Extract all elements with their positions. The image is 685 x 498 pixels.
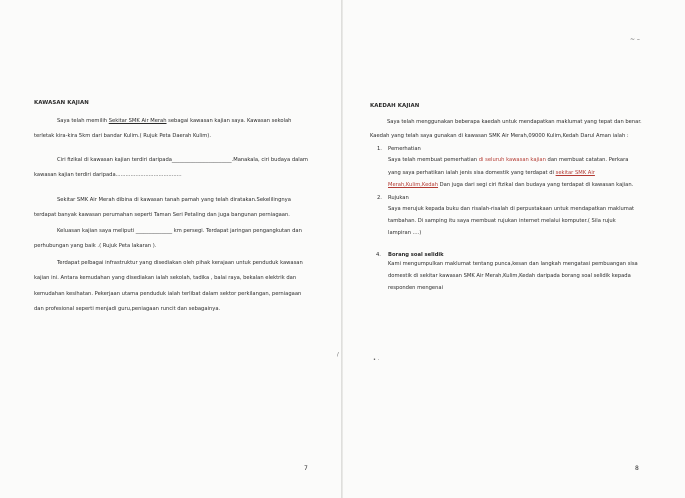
scan-mark: / (337, 352, 339, 358)
paragraph-line: kajian ini. Antara kemudahan yang disediakan ialah sekolah, tadika , balai raya, bekalan elektrik dan (34, 275, 297, 281)
heading-kaedah-kajian: KAEDAH KAJIAN (370, 103, 420, 109)
text-span: dan membuat catatan. Perkara (545, 157, 629, 163)
text-span: sebagai kawasan kajian saya. Kawasan sekolah (166, 118, 292, 124)
paragraph-line: Kami mengumpulkan maklumat tentang punca,kesan dan langkah mengatasi pembuangan sisa (388, 261, 638, 267)
page-number: 8 (635, 465, 639, 472)
paragraph-line: Saya merujuk kepada buku dan risalah-risalah di perpustakaan untuk mendapatkan maklumat (388, 206, 635, 212)
paragraph-line: dan profesional seperti menjadi guru,peniagaan runcit dan sebagainya. (34, 306, 221, 312)
paragraph-line (388, 157, 628, 163)
list-item-title: Pemerhatian (388, 146, 421, 152)
page-right (337, 0, 685, 498)
paragraph-line: terdapat banyak kawasan perumahan seperti Taman Seri Petaling dan juga bangunan perniagaan. (34, 212, 290, 218)
scan-mark: • · (373, 357, 380, 363)
scan-mark: ~ – (630, 36, 640, 43)
paragraph-line: Kaedah yang telah saya gunakan di kawasan SMK Air Merah,09000 Kulim,Kedah Darul Aman ialah : (370, 133, 629, 139)
paragraph-line: responden mengenai (388, 285, 444, 291)
highlighted-text: di seluruh kawasan kajian (478, 157, 546, 163)
heading-kawasan-kajian: KAWASAN KAJIAN (34, 100, 89, 106)
highlighted-location: sekitar SMK Air (555, 170, 595, 176)
paragraph-line: lampiran ....) (388, 230, 422, 236)
paragraph-line: Terdapat pelbagai infrastruktur yang disediakan oleh pihak kerajaan untuk penduduk kawasan (57, 260, 303, 266)
paragraph-line (388, 182, 633, 188)
paragraph-line: kawasan kajian terdiri daripada........................................ (34, 172, 182, 178)
text-span: Saya telah membuat pemerhatian (388, 157, 479, 163)
paragraph-line: tambahan. Di samping itu saya membuat rujukan internet melalui komputer.( Sila rujuk (388, 218, 616, 224)
list-number: 4. (376, 252, 381, 258)
paragraph-line (57, 118, 291, 124)
paragraph-line: Saya telah menggunakan beberapa kaedah untuk mendapatkan maklumat yang tepat dan benar. (387, 119, 642, 125)
page-number: 7 (304, 465, 308, 472)
paragraph-line: kemudahan kesihatan. Pekerjaan utama penduduk ialah terlibat dalam sektor perkilangan, perniagaan (34, 291, 302, 297)
paragraph-line: perhubungan yang baik .( Rujuk Peta lakaran ). (34, 243, 157, 249)
text-span: Dan juga dari segi ciri fizikal dan budaya yang terdapat di kawasan kajian. (438, 182, 634, 188)
list-number: 2. (377, 195, 382, 201)
paragraph-line: domestik di sekitar kawasan SMK Air Merah,Kulim,Kedah daripada borang soal selidik kepada (388, 273, 631, 279)
paragraph-line: Keluasan kajian saya meliputi ______________ km persegi. Terdapat jaringan pengangkutan dan (57, 228, 302, 234)
paragraph-line: Ciri fizikal di kawasan kajian terdiri daripada_______________________.Manakala, ciri budaya dalam (57, 157, 308, 163)
text-span: yang saya perhatikan ialah jenis sisa domestik yang terdapat di (388, 170, 556, 176)
list-number: 1. (377, 146, 382, 152)
page-left (0, 0, 342, 498)
paragraph-line (388, 170, 595, 176)
paragraph-line: terletak kira-kira 5km dari bandar Kulim.( Rujuk Peta Daerah Kulim). (34, 133, 211, 139)
paragraph-line: Sekitar SMK Air Merah dibina di kawasan tanah pamah yang telah diratakan.Sekelilingnya (57, 197, 291, 203)
text-span: Saya telah memilih (57, 118, 109, 124)
list-item-title: Rujukan (388, 195, 409, 201)
list-item-title: Borang soal selidik (388, 252, 444, 258)
underlined-location: Sekitar SMK Air Merah (108, 118, 167, 124)
highlighted-location: Merah,Kulim,Kedah (388, 182, 439, 188)
